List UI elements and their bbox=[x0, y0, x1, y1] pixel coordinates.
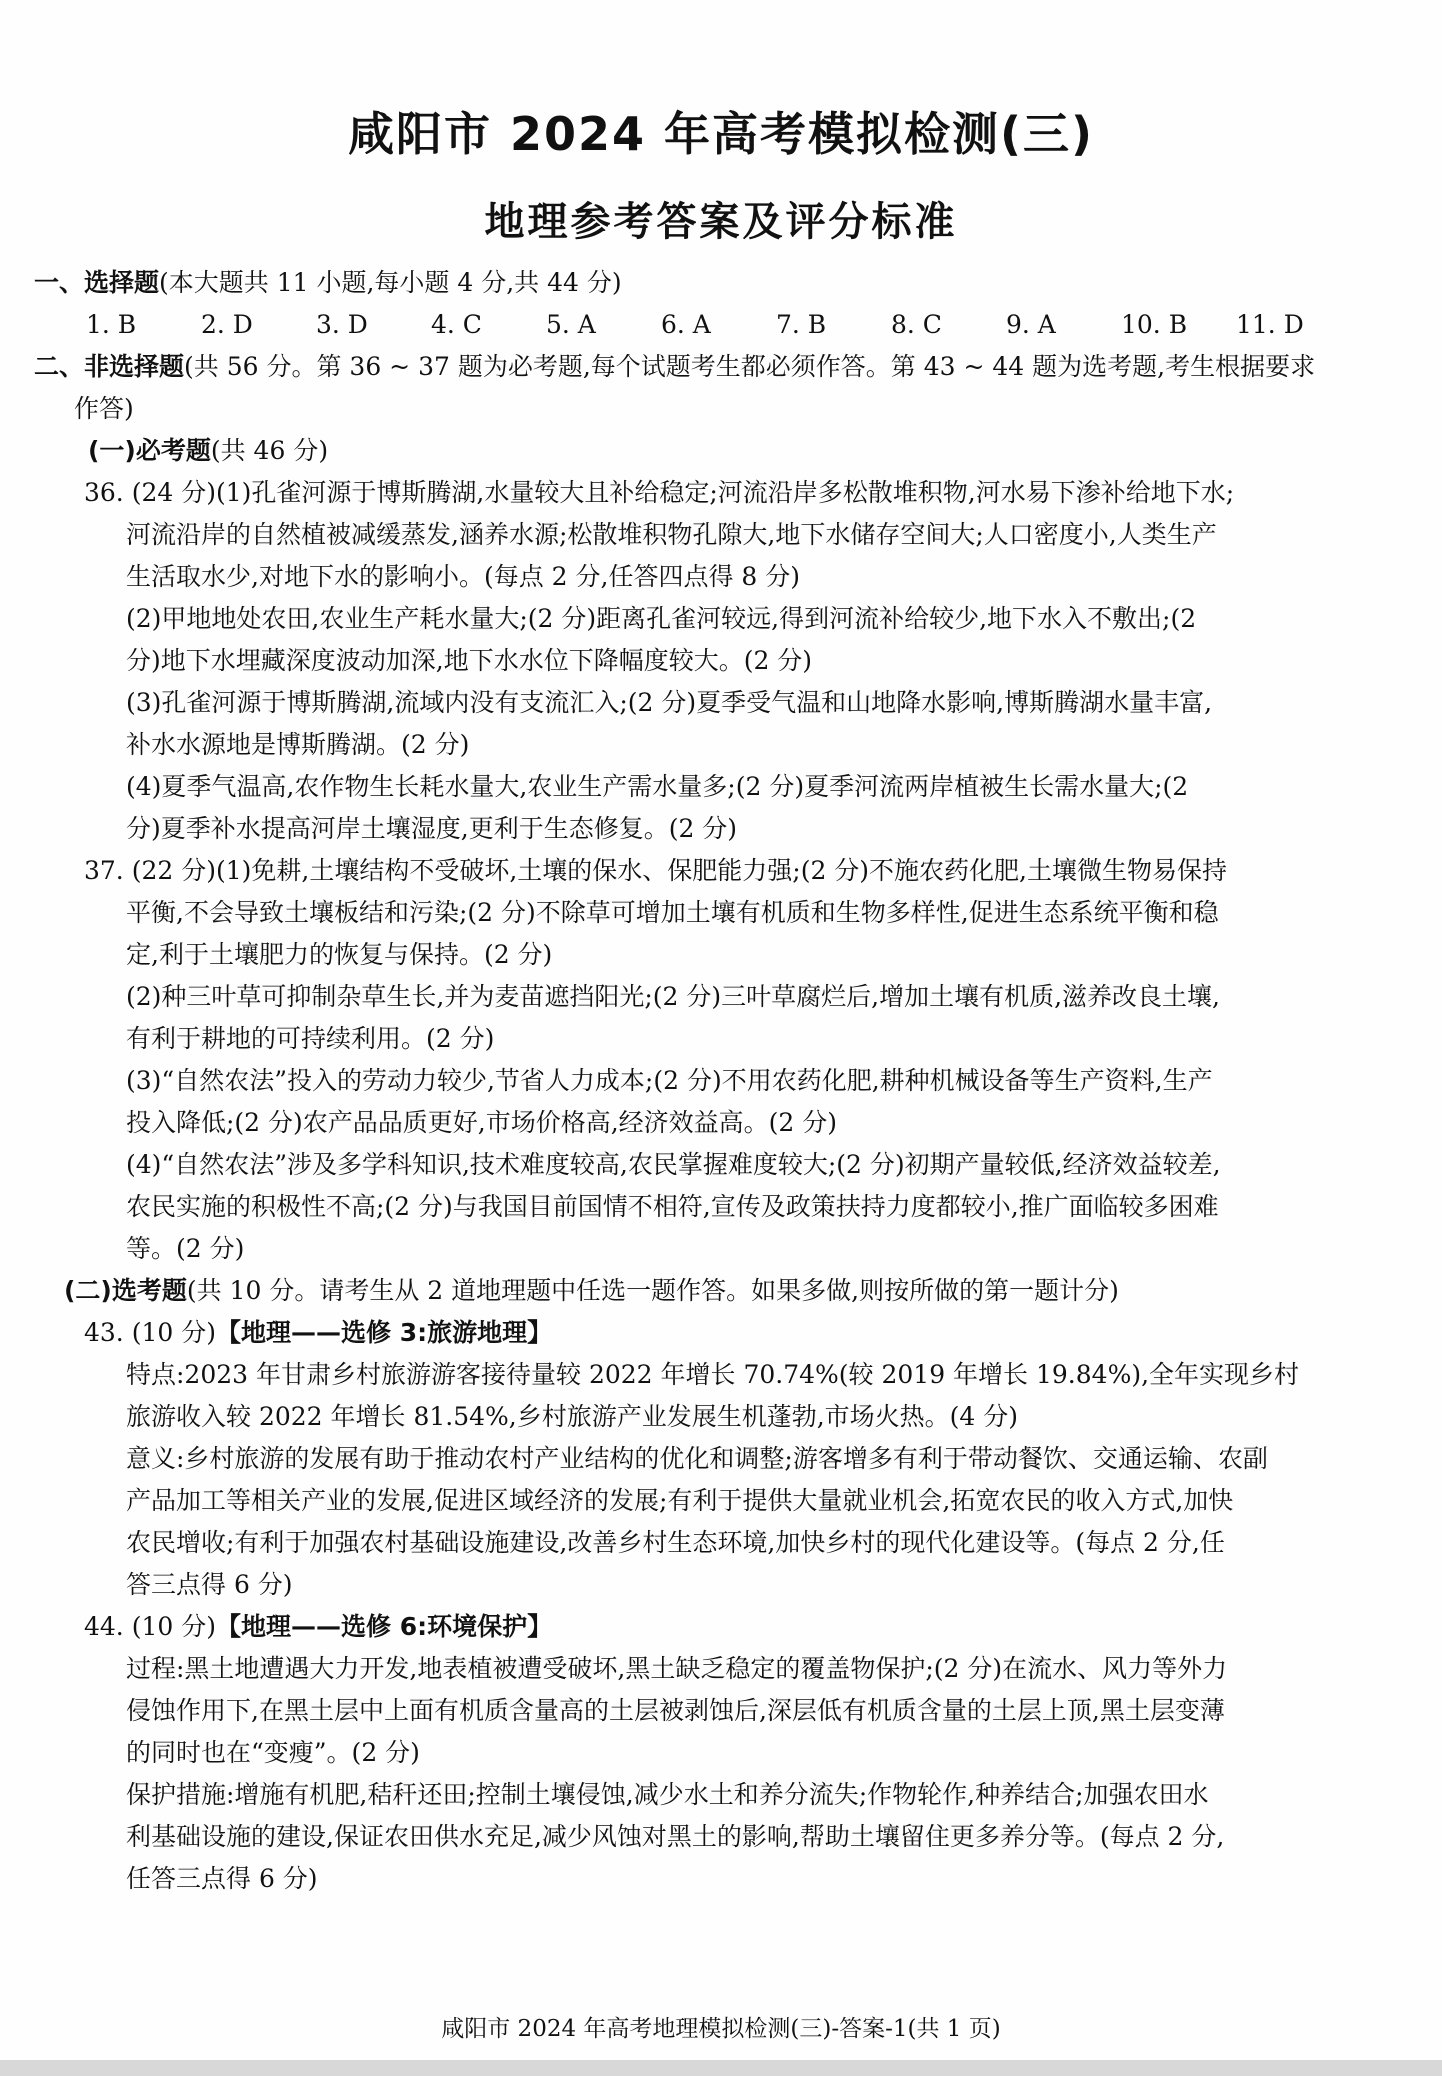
q43-line: 旅游收入较 2022 年增长 81.54%,乡村旅游产业发展生机蓬勃,市场火热。(4 分) bbox=[126, 1402, 1019, 1431]
q43-line: 答三点得 6 分) bbox=[126, 1570, 293, 1599]
required-note: (共 46 分) bbox=[210, 436, 329, 465]
q37-line: (2)种三叶草可抑制杂草生长,并为麦苗遮挡阳光;(2 分)三叶草腐烂后,增加土壤有机质,滋养改良土壤, bbox=[126, 982, 1220, 1011]
q44-line: 任答三点得 6 分) bbox=[126, 1864, 318, 1893]
q44-line: 过程:黑土地遭遇大力开发,地表植被遭受破坏,黑土缺乏稳定的覆盖物保护;(2 分)在流水、风力等外力 bbox=[126, 1654, 1228, 1683]
question-36 bbox=[34, 472, 1414, 850]
q37-line: (3)“自然农法”投入的劳动力较少,节省人力成本;(2 分)不用农药化肥,耕种机械设备等生产资料,生产 bbox=[126, 1066, 1213, 1095]
q36-line: 分)地下水埋藏深度波动加深,地下水水位下降幅度较大。(2 分) bbox=[126, 646, 813, 675]
document-body bbox=[34, 262, 1414, 1900]
question-37 bbox=[34, 850, 1414, 1270]
answer-item: 7. B bbox=[776, 310, 827, 339]
q36-line: 河流沿岸的自然植被减缓蒸发,涵养水源;松散堆积物孔隙大,地下水储存空间大;人口密度小,人类生产 bbox=[126, 520, 1217, 549]
page-title: 咸阳市 2024 年高考模拟检测(三) bbox=[347, 107, 1095, 161]
q44-line: 利基础设施的建设,保证农田供水充足,减少风蚀对黑土的影响,帮助土壤留住更多养分等。(每点 2 分, bbox=[126, 1822, 1225, 1851]
answer-item: 1. B bbox=[86, 310, 137, 339]
question-44 bbox=[34, 1606, 1414, 1900]
q44-prefix: 44. (10 分) bbox=[84, 1612, 216, 1641]
optional-heading: (二)选考题 bbox=[64, 1276, 187, 1305]
answer-item: 8. C bbox=[891, 310, 942, 339]
page-footer: 咸阳市 2024 年高考地理模拟检测(三)-答案-1(共 1 页) bbox=[441, 2016, 1001, 2042]
q44-line: 侵蚀作用下,在黑土层中上面有机质含量高的土层被剥蚀后,深层低有机质含量的土层上顶,黑土层变薄 bbox=[126, 1696, 1225, 1725]
q37-line: 等。(2 分) bbox=[126, 1234, 245, 1263]
q44-heading-line bbox=[34, 1606, 1414, 1648]
answer-item: 11. D bbox=[1236, 310, 1304, 339]
optional-note: (共 10 分。请考生从 2 道地理题中任选一题作答。如果多做,则按所做的第一题计分) bbox=[186, 1276, 1119, 1305]
q43-prefix: 43. (10 分) bbox=[84, 1318, 216, 1347]
q36-line: (3)孔雀河源于博斯腾湖,流域内没有支流汇入;(2 分)夏季受气温和山地降水影响,博斯腾湖水量丰富, bbox=[126, 688, 1213, 717]
section2-heading-note: (共 56 分。第 36 ~ 37 题为必考题,每个试题考生都必须作答。第 43 ~ 44 题为选考题,考生根据要求 bbox=[184, 352, 1316, 381]
q37-line: (4)“自然农法”涉及多学科知识,技术难度较高,农民掌握难度较大;(2 分)初期产量较低,经济效益较差, bbox=[126, 1150, 1221, 1179]
q44-tag: 【地理——选修 6:环境保护】 bbox=[215, 1612, 553, 1641]
q44-line: 保护措施:增施有机肥,秸秆还田;控制土壤侵蚀,减少水土和养分流失;作物轮作,种养结合;加强农田水 bbox=[126, 1780, 1209, 1809]
answer-item: 3. D bbox=[316, 310, 368, 339]
q43-line: 意义:乡村旅游的发展有助于推动农村产业结构的优化和调整;游客增多有利于带动餐饮、交通运输、农副 bbox=[126, 1444, 1268, 1473]
q37-line: 平衡,不会导致土壤板结和污染;(2 分)不除草可增加土壤有机质和生物多样性,促进生态系统平衡和稳 bbox=[126, 898, 1219, 927]
q36-line: 补水水源地是博斯腾湖。(2 分) bbox=[126, 730, 470, 759]
answer-item: 6. A bbox=[661, 310, 711, 339]
section1-heading-line bbox=[34, 262, 1414, 304]
required-heading: (一)必考题 bbox=[88, 436, 211, 465]
answer-item: 2. D bbox=[201, 310, 253, 339]
section2-heading-line bbox=[34, 346, 1414, 388]
q36-line: (2)甲地地处农田,农业生产耗水量大;(2 分)距离孔雀河较远,得到河流补给较少,地下水入不敷出;(2 bbox=[126, 604, 1197, 633]
required-heading-line bbox=[34, 430, 1414, 472]
q37-line: 农民实施的积极性不高;(2 分)与我国目前国情不相符,宣传及政策扶持力度都较小,推广面临较多困难 bbox=[126, 1192, 1219, 1221]
section2-heading-note-cont: 作答) bbox=[74, 394, 134, 423]
section1-heading-note: (本大题共 11 小题,每小题 4 分,共 44 分) bbox=[159, 268, 622, 297]
choice-answers bbox=[34, 304, 1414, 346]
answer-item: 10. B bbox=[1121, 310, 1188, 339]
answer-item: 4. C bbox=[431, 310, 482, 339]
q43-line: 农民增收;有利于加强农村基础设施建设,改善乡村生态环境,加快乡村的现代化建设等。(每点 2 分,任 bbox=[126, 1528, 1225, 1557]
q44-line: 的同时也在“变瘦”。(2 分) bbox=[126, 1738, 420, 1767]
question-43 bbox=[34, 1312, 1414, 1606]
q37-line: 37. (22 分)(1)免耕,土壤结构不受破坏,土壤的保水、保肥能力强;(2 分)不施农药化肥,土壤微生物易保持 bbox=[84, 856, 1228, 885]
section2-heading: 二、非选择题 bbox=[34, 352, 185, 381]
q36-line: 分)夏季补水提高河岸土壤湿度,更利于生态修复。(2 分) bbox=[126, 814, 738, 843]
q37-line: 定,利于土壤肥力的恢复与保持。(2 分) bbox=[126, 940, 553, 969]
q36-line: 36. (24 分)(1)孔雀河源于博斯腾湖,水量较大且补给稳定;河流沿岸多松散堆积物,河水易下渗补给地下水; bbox=[84, 478, 1235, 507]
answer-item: 5. A bbox=[546, 310, 596, 339]
q43-line: 产品加工等相关产业的发展,促进区域经济的发展;有利于提供大量就业机会,拓宽农民的收入方式,加快 bbox=[126, 1486, 1234, 1515]
q43-tag: 【地理——选修 3:旅游地理】 bbox=[215, 1318, 553, 1347]
q37-line: 有利于耕地的可持续利用。(2 分) bbox=[126, 1024, 495, 1053]
answer-item: 9. A bbox=[1006, 310, 1056, 339]
page-subtitle: 地理参考答案及评分标准 bbox=[484, 199, 958, 245]
q43-heading-line bbox=[34, 1312, 1414, 1354]
q37-line: 投入降低;(2 分)农产品品质更好,市场价格高,经济效益高。(2 分) bbox=[126, 1108, 838, 1137]
bottom-scroll-strip bbox=[0, 2060, 1442, 2076]
q36-line: (4)夏季气温高,农作物生长耗水量大,农业生产需水量多;(2 分)夏季河流两岸植被生长需水量大;(2 bbox=[126, 772, 1189, 801]
optional-heading-line bbox=[34, 1270, 1414, 1312]
q43-line: 特点:2023 年甘肃乡村旅游游客接待量较 2022 年增长 70.74%(较 2019 年增长 19.84%),全年实现乡村 bbox=[126, 1360, 1300, 1389]
section1-heading: 一、选择题 bbox=[34, 268, 160, 297]
q36-line: 生活取水少,对地下水的影响小。(每点 2 分,任答四点得 8 分) bbox=[126, 562, 801, 591]
